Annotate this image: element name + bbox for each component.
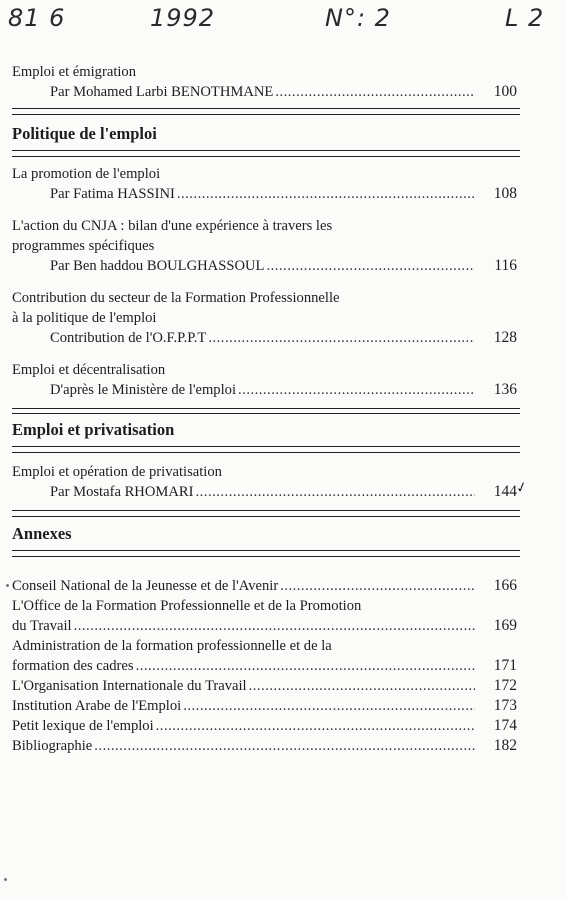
toc-entry <box>12 462 517 502</box>
section-rule <box>12 446 520 447</box>
handwritten-year: 1992 <box>150 4 216 32</box>
dot-leader <box>275 82 475 102</box>
toc-entry <box>12 216 517 276</box>
scan-speck <box>4 878 7 881</box>
section-rule <box>12 108 520 109</box>
page-number: 171 <box>493 657 517 674</box>
annex-title: L'Organisation Internationale du Travail <box>12 678 247 694</box>
page-number: 169 <box>493 617 517 634</box>
dot-leader <box>74 616 475 636</box>
section-rule <box>12 114 520 115</box>
entry-title-cont: programmes spécifiques <box>12 238 155 254</box>
annex-item <box>12 716 517 736</box>
page-number: 172 <box>493 677 517 694</box>
dot-leader <box>177 184 475 204</box>
entry-author: Par Ben haddou BOULGHASSOUL <box>50 258 265 274</box>
annex-list <box>12 576 517 756</box>
dot-leader <box>238 380 475 400</box>
dot-leader <box>266 256 475 276</box>
dot-leader <box>280 576 475 596</box>
annex-title: Bibliographie <box>12 738 93 754</box>
toc-entry <box>12 288 517 348</box>
dot-leader <box>249 676 475 696</box>
annex-title-pre: Administration de la formation professionnelle et de la <box>12 638 332 654</box>
dot-leader <box>183 696 475 716</box>
entry-author: D'après le Ministère de l'emploi <box>50 382 237 398</box>
page-number: 166 <box>493 577 517 594</box>
section-rule <box>12 550 520 551</box>
page-number: 100 <box>493 83 517 100</box>
toc-entry <box>12 360 517 400</box>
page-number: 144 <box>493 483 517 500</box>
entry-author-line <box>12 184 517 204</box>
annex-item <box>12 736 517 756</box>
page-number: 116 <box>494 257 517 274</box>
entry-author-line <box>12 82 517 102</box>
entry-author-line <box>12 328 517 348</box>
annex-title: du Travail <box>12 618 72 634</box>
section-heading-annexes: Annexes <box>12 524 72 543</box>
section-rule <box>12 516 520 517</box>
section-rule <box>12 452 520 453</box>
entry-title: Emploi et émigration <box>12 64 137 80</box>
annex-title: Petit lexique de l'emploi <box>12 718 154 734</box>
section-rule <box>12 413 520 414</box>
entry-author-line <box>12 482 517 502</box>
entry-title: Contribution du secteur de la Formation Professionnelle <box>12 290 340 306</box>
handwritten-code: L 2 <box>505 4 545 32</box>
annex-title: Institution Arabe de l'Emploi <box>12 698 182 714</box>
section-rule <box>12 510 520 511</box>
entry-author: Par Fatima HASSINI <box>50 186 175 202</box>
dot-leader <box>136 656 475 676</box>
handwritten-number: N°: 2 <box>325 4 391 32</box>
page-number: 173 <box>493 697 517 714</box>
dot-leader <box>208 328 475 348</box>
entry-author-line <box>12 380 517 400</box>
section-rule <box>12 556 520 557</box>
page-number: 128 <box>493 329 517 346</box>
toc-entry-top <box>12 62 517 102</box>
entry-author: Par Mohamed Larbi BENOTHMANE <box>50 84 274 100</box>
scan-speck <box>6 584 9 587</box>
entry-author-line <box>12 256 517 276</box>
page-number: 136 <box>493 381 517 398</box>
entry-title: Emploi et opération de privatisation <box>12 464 222 480</box>
entry-title: La promotion de l'emploi <box>12 166 161 182</box>
annex-item <box>12 696 517 716</box>
entry-title: L'action du CNJA : bilan d'une expérience à travers les <box>12 218 333 234</box>
entry-author: Contribution de l'O.F.P.P.T <box>50 330 207 346</box>
annex-item <box>12 656 517 676</box>
page-number: 108 <box>493 185 517 202</box>
annex-item <box>12 616 517 636</box>
annex-item <box>12 676 517 696</box>
dot-leader <box>94 736 475 756</box>
dot-leader <box>156 716 475 736</box>
entry-title: Emploi et décentralisation <box>12 362 166 378</box>
dot-leader <box>196 482 476 502</box>
page-number: 174 <box>493 717 517 734</box>
section-heading-politique: Politique de l'emploi <box>12 124 157 143</box>
annex-item <box>12 576 517 596</box>
page-number: 182 <box>493 737 517 754</box>
annex-title: Conseil National de la Jeunesse et de l'Avenir <box>12 578 279 594</box>
annex-title-pre: L'Office de la Formation Professionnelle et de la Promotion <box>12 598 362 614</box>
annex-title: formation des cadres <box>12 658 134 674</box>
entry-author: Par Mostafa RHOMARI <box>50 484 194 500</box>
check-mark-icon: ✓ <box>514 478 530 498</box>
section-rule <box>12 408 520 409</box>
section-rule <box>12 150 520 151</box>
toc-entry <box>12 164 517 204</box>
handwritten-ref: 81 6 <box>8 4 66 32</box>
section-heading-privatisation: Emploi et privatisation <box>12 420 175 439</box>
section-rule <box>12 156 520 157</box>
entry-title-cont: à la politique de l'emploi <box>12 310 157 326</box>
